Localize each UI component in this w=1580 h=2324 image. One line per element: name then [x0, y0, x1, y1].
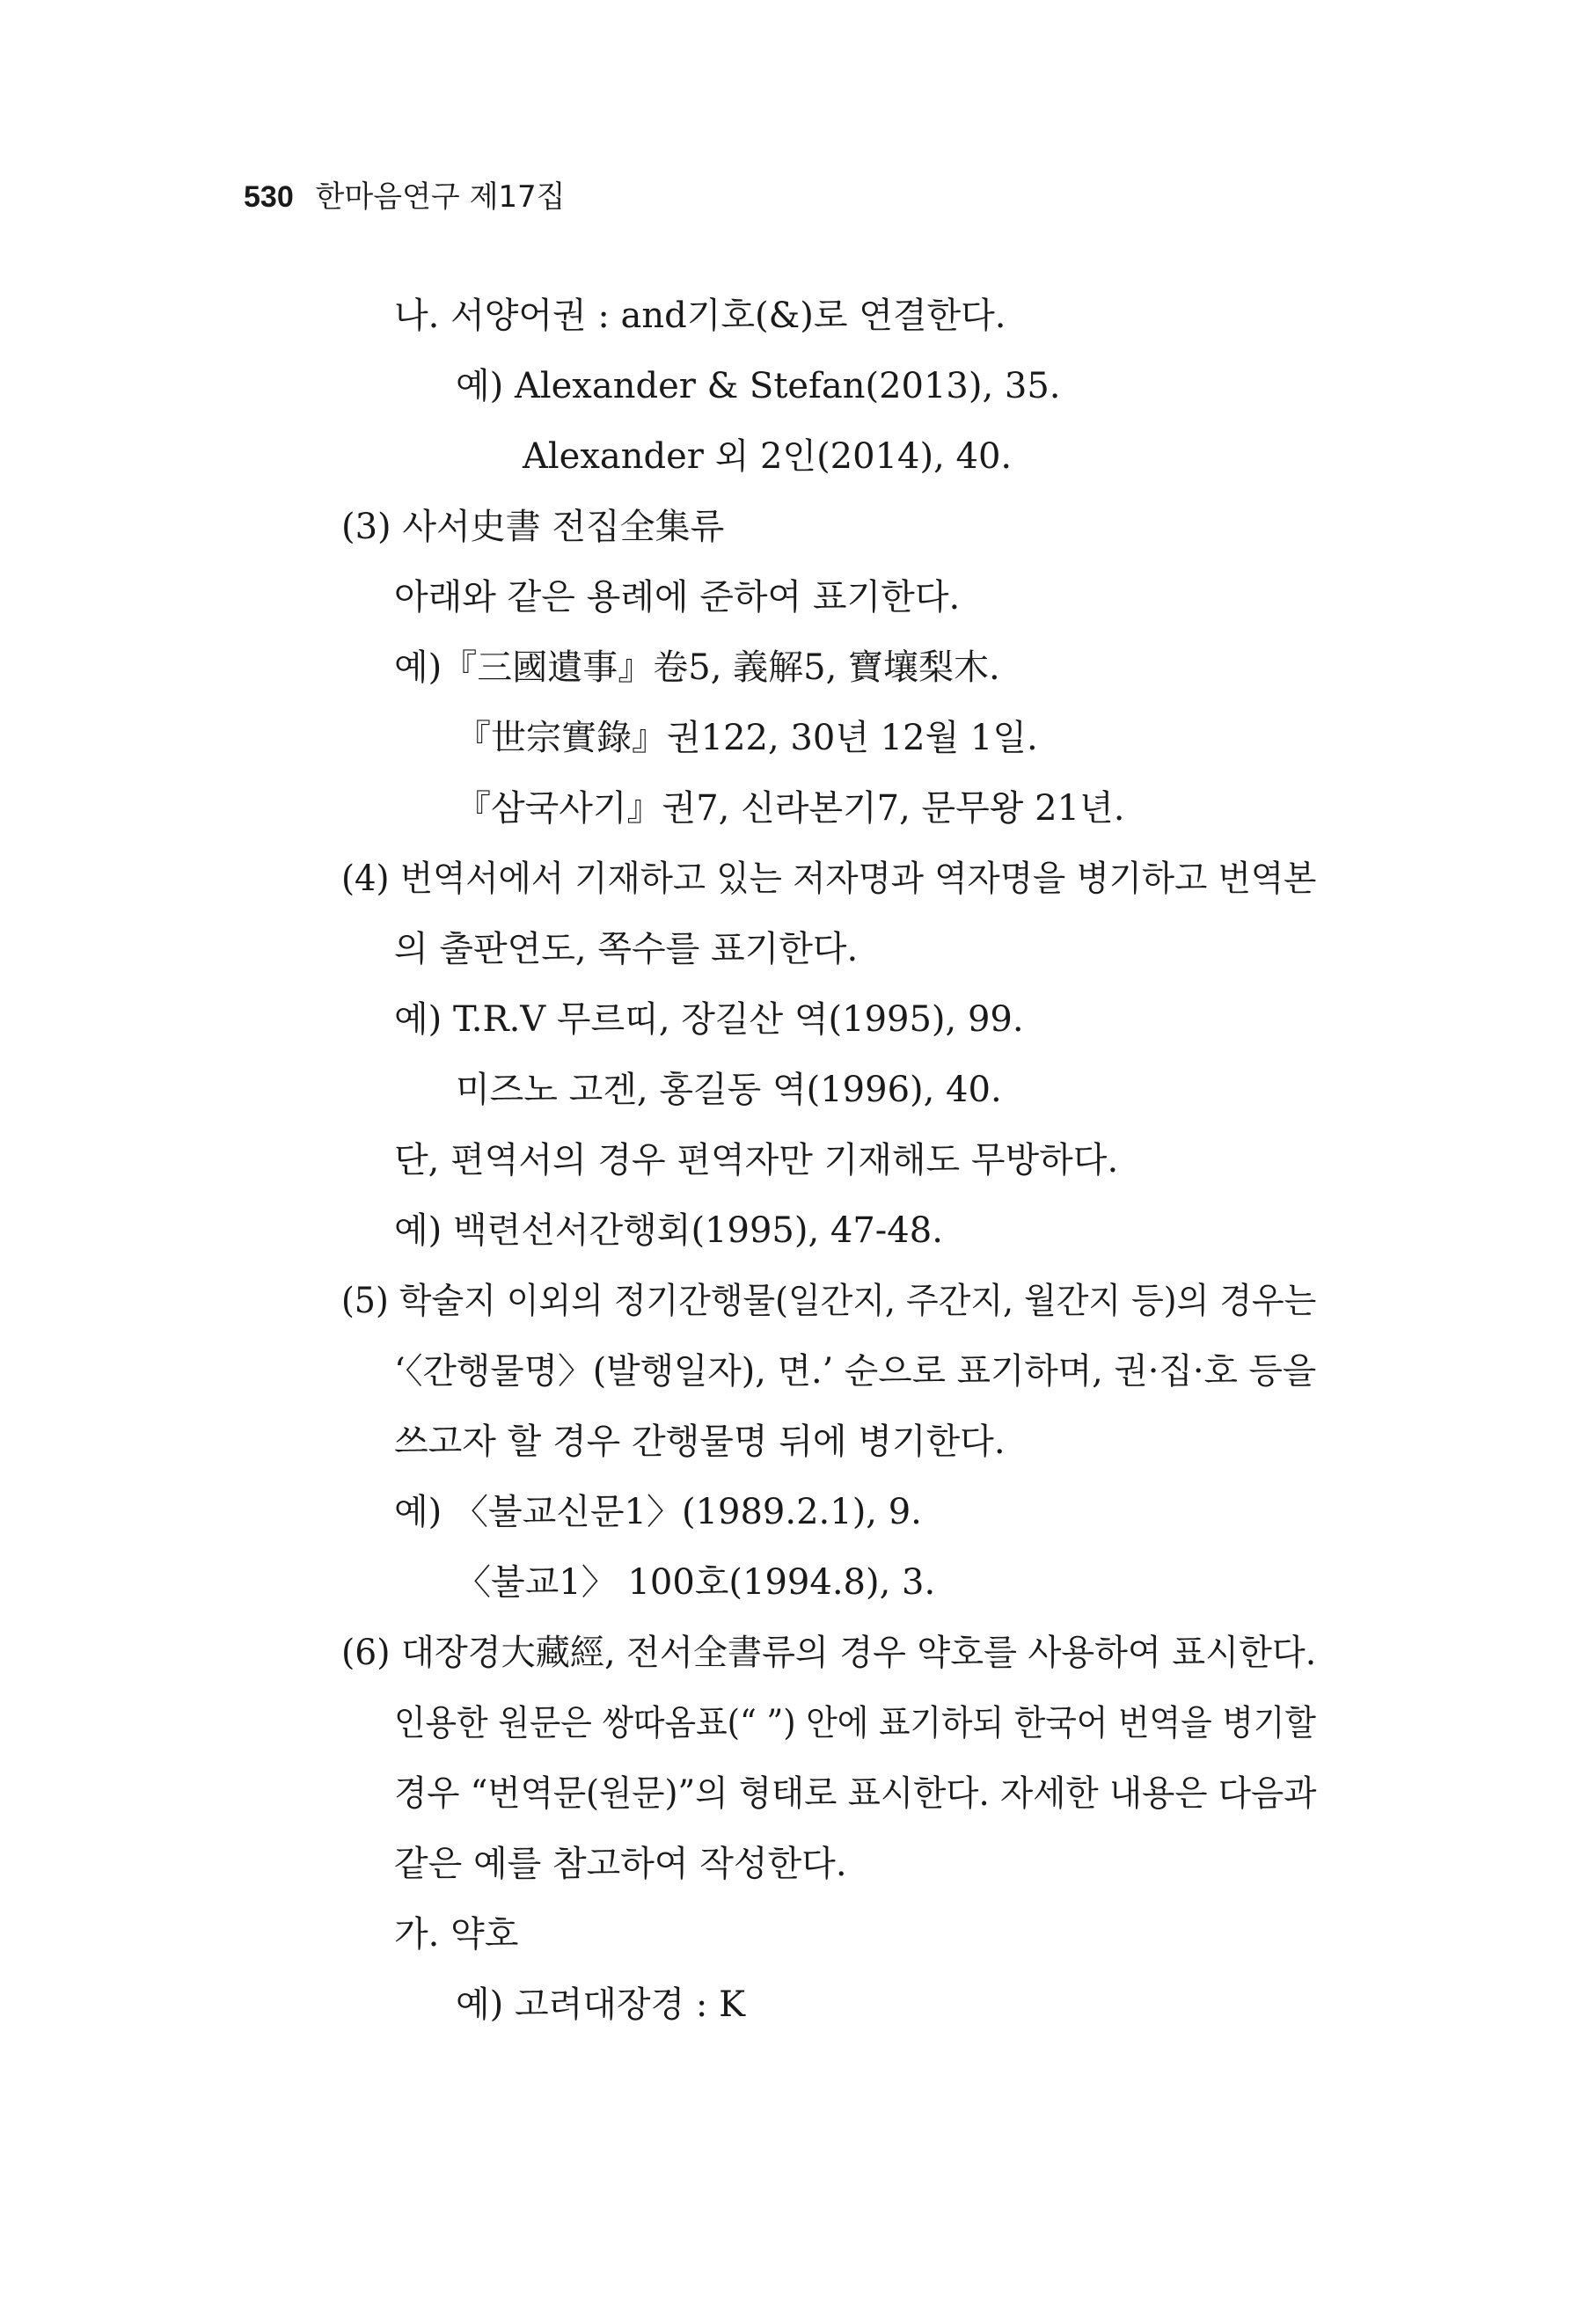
- example-line: 『世宗實錄』권122, 30년 12월 1일.: [456, 718, 1038, 758]
- example-line: Alexander 외 2인(2014), 40.: [523, 436, 1013, 477]
- subheading-abbreviation: 가. 약호: [394, 1914, 519, 1955]
- running-header: [244, 172, 566, 216]
- body-text: 아래와 같은 용례에 준하여 표기한다.: [394, 577, 961, 618]
- body-text: 의 출판연도, 쪽수를 표기한다.: [394, 929, 859, 969]
- body-text: 쓰고자 할 경우 간행물명 뒤에 병기한다.: [394, 1421, 1006, 1462]
- example-line: 미즈노 고겐, 홍길동 역(1996), 40.: [456, 1070, 1002, 1110]
- example-line: 예) Alexander & Stefan(2013), 35.: [456, 366, 1061, 406]
- example-line: 예) 백련선서간행회(1995), 47-48.: [394, 1210, 943, 1251]
- example-line: 〈불교1〉 100호(1994.8), 3.: [456, 1562, 936, 1603]
- journal-title: 한마음연구 제17집: [315, 179, 566, 215]
- example-line: 『삼국사기』권7, 신라본기7, 문무왕 21년.: [456, 788, 1125, 829]
- body-text: 인용한 원문은 쌍따옴표(“ ”) 안에 표기하되 한국어 번역을 병기할: [394, 1703, 1316, 1743]
- example-line: 예) 〈불교신문1〉(1989.2.1), 9.: [394, 1492, 922, 1532]
- body-text: 경우 “번역문(원문)”의 형태로 표시한다. 자세한 내용은 다음과: [394, 1773, 1317, 1814]
- body-text: ‘〈간행물명〉(발행일자), 면.’ 순으로 표기하며, 권·집·호 등을: [394, 1351, 1317, 1392]
- rule-item-5: (5) 학술지 이외의 정기간행물(일간지, 주간지, 월간지 등)의 경우는: [341, 1281, 1317, 1321]
- rule-item-3: (3) 사서史書 전집全集류: [341, 507, 725, 547]
- example-line: 예) 고려대장경 : K: [456, 1984, 745, 2025]
- body-text: 같은 예를 참고하여 작성한다.: [394, 1844, 847, 1884]
- page-number: 530: [244, 180, 294, 214]
- rule-item-4: (4) 번역서에서 기재하고 있는 저자명과 역자명을 병기하고 번역본: [341, 859, 1317, 899]
- body-text: 단, 편역서의 경우 편역자만 기재해도 무방하다.: [394, 1140, 1119, 1180]
- rule-item-western: 나. 서양어권 : and기호(&)로 연결한다.: [394, 296, 1006, 336]
- example-line: 예)『三國遺事』卷5, 義解5, 寶壤梨木.: [394, 647, 1000, 688]
- example-line: 예) T.R.V 무르띠, 장길산 역(1995), 99.: [394, 999, 1024, 1040]
- rule-item-6: (6) 대장경大藏經, 전서全書류의 경우 약호를 사용하여 표시한다.: [341, 1633, 1317, 1673]
